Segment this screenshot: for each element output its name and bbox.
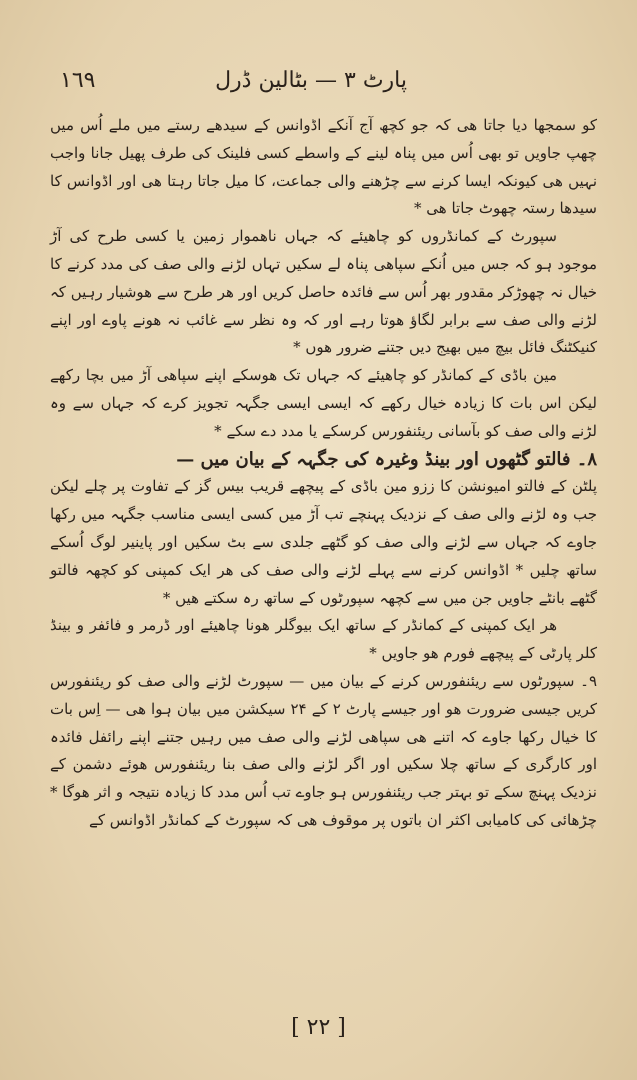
paragraph-ammunition: پلٹن کے فالتو امیونشن کا ززو مین باڈی کے پیچھے قریب بیس گز کے تفاوت پر چلے لیکن جب وہ لڑنے والی صف کے نزدیک پہنچے تب آڑ میں کسی ایسی مناسب جگہہ میں رکھا جاوے کہ جہاں سے لڑنے والی صف کو گٹھے جلدی سے بٹ سکیں اور پاینیر لوگ اُسکے ساتھ چلیں * اڈوانس کرنے سے پہلے لڑنے والی صف کی ھر ایک کمپنی کو کچھہ فالتو گٹھے بانٹے جاویں جن میں سے کچھہ سپورٹوں کے ساتھ رہ سکتے ھیں * [50,477,597,607]
paragraph-buglers: ھر ایک کمپنی کے کمانڈر کے ساتھ ایک بیوگلر ھونا چاھیئے اور ڈرمر و فائفر و بینڈ کلر پارٹی کے پیچھے فورم ھو جاویں * [50,616,597,663]
folio-number: [ ۲۲ ] [291,1015,346,1040]
page-header [60,62,577,98]
section-9-reinforcing: ۹۔ سپورٹوں سے ریئنفورس کرنے کے بیان میں — سپورٹ لڑنے والی صف کو ریئنفورس کریں جیسی ضرورت ھو اور جیسے پارٹ ۲ کے ۲۴ سیکشن میں بیان ہوا ھی — اِس بات کا خیال رکھا جاوے کہ اتنے ھی سپاھی لڑنے والی صف میں رہیں جتنے اپنے رائفل فائدہ اور کارگری کے ساتھ چلا سکیں اور اگر لڑنے والی صف بنا ریئنفورس ھوئے دشمن کے نزدیک پہنچ سکے تو بہتر جب ریئنفورس ہو جاوے تب اُس مدد کا زیادہ نتیجہ و اثر ھوگا * چڑھائی کی کامیابی اکثر ان باتوں پر موقوف ھی کہ سپورٹ کے کمانڈر اڈوانس کے [50,671,597,829]
running-title: پارٹ ۳ — بٹالین ڈرل [215,67,407,93]
paragraph-continuation: کو سمجھا دیا جاتا ھی کہ جو کچھ آج آنکے اڈوانس کے سیدھے رستے میں ملے اُس میں چھپ جاویں تو بھی اُس میں پناہ لینے کے واسطے کسی فلینک کی طرف پھیل جانا واجب نہیں ھی کیونکہ ایسا کرنے سے چڑھنے والی جماعت، کا میل جاتا رہتا ھی اور اڈوانس کا سیدھا رستہ چھوٹ جاتا ھی * [50,116,597,218]
paragraph-main-body-commander: مین باڈی کے کمانڈر کو چاھیئے کہ جہاں تک ھوسکے اپنے سپاھی آڑ میں بچا رکھے لیکن اس بات کا زیادہ خیال رکھے کہ ایسی ایسی جگہہ تجویز کرے کہ جہاں سے وہ لڑنے والی صف کو بآسانی ریئنفورس کرسکے یا مدد دے سکے * [50,366,597,440]
page-body [50,112,597,1020]
paragraph-support-commanders: سپورٹ کے کمانڈروں کو چاھیئے کہ جہاں ناھموار زمین یا کسی طرح کی آڑ موجود ہو کہ جس میں اُنکے سپاھی پناہ لے سکیں تہاں لڑنے والی صف کی مدد کرنے کا خیال نہ چھوڑکر مقدور بھر اُس سے فائدہ حاصل کریں اور ھر طرح سے ھوشیار رہیں کہ لڑنے والی صف سے برابر لگاؤ ھوتا رہے اور کہ وہ نظر سے غائب نہ ھونے پاوے اور اپنے کنیکٹنگ فائل بیچ میں بھیج دیں جتنے ضرور ھوں * [50,227,597,357]
section-heading-8: ۸۔ فالتو گٹھوں اور بینڈ وغیرہ کی جگہہ کے بیان میں — [176,448,597,470]
page-number: ١٦٩ [60,67,96,93]
